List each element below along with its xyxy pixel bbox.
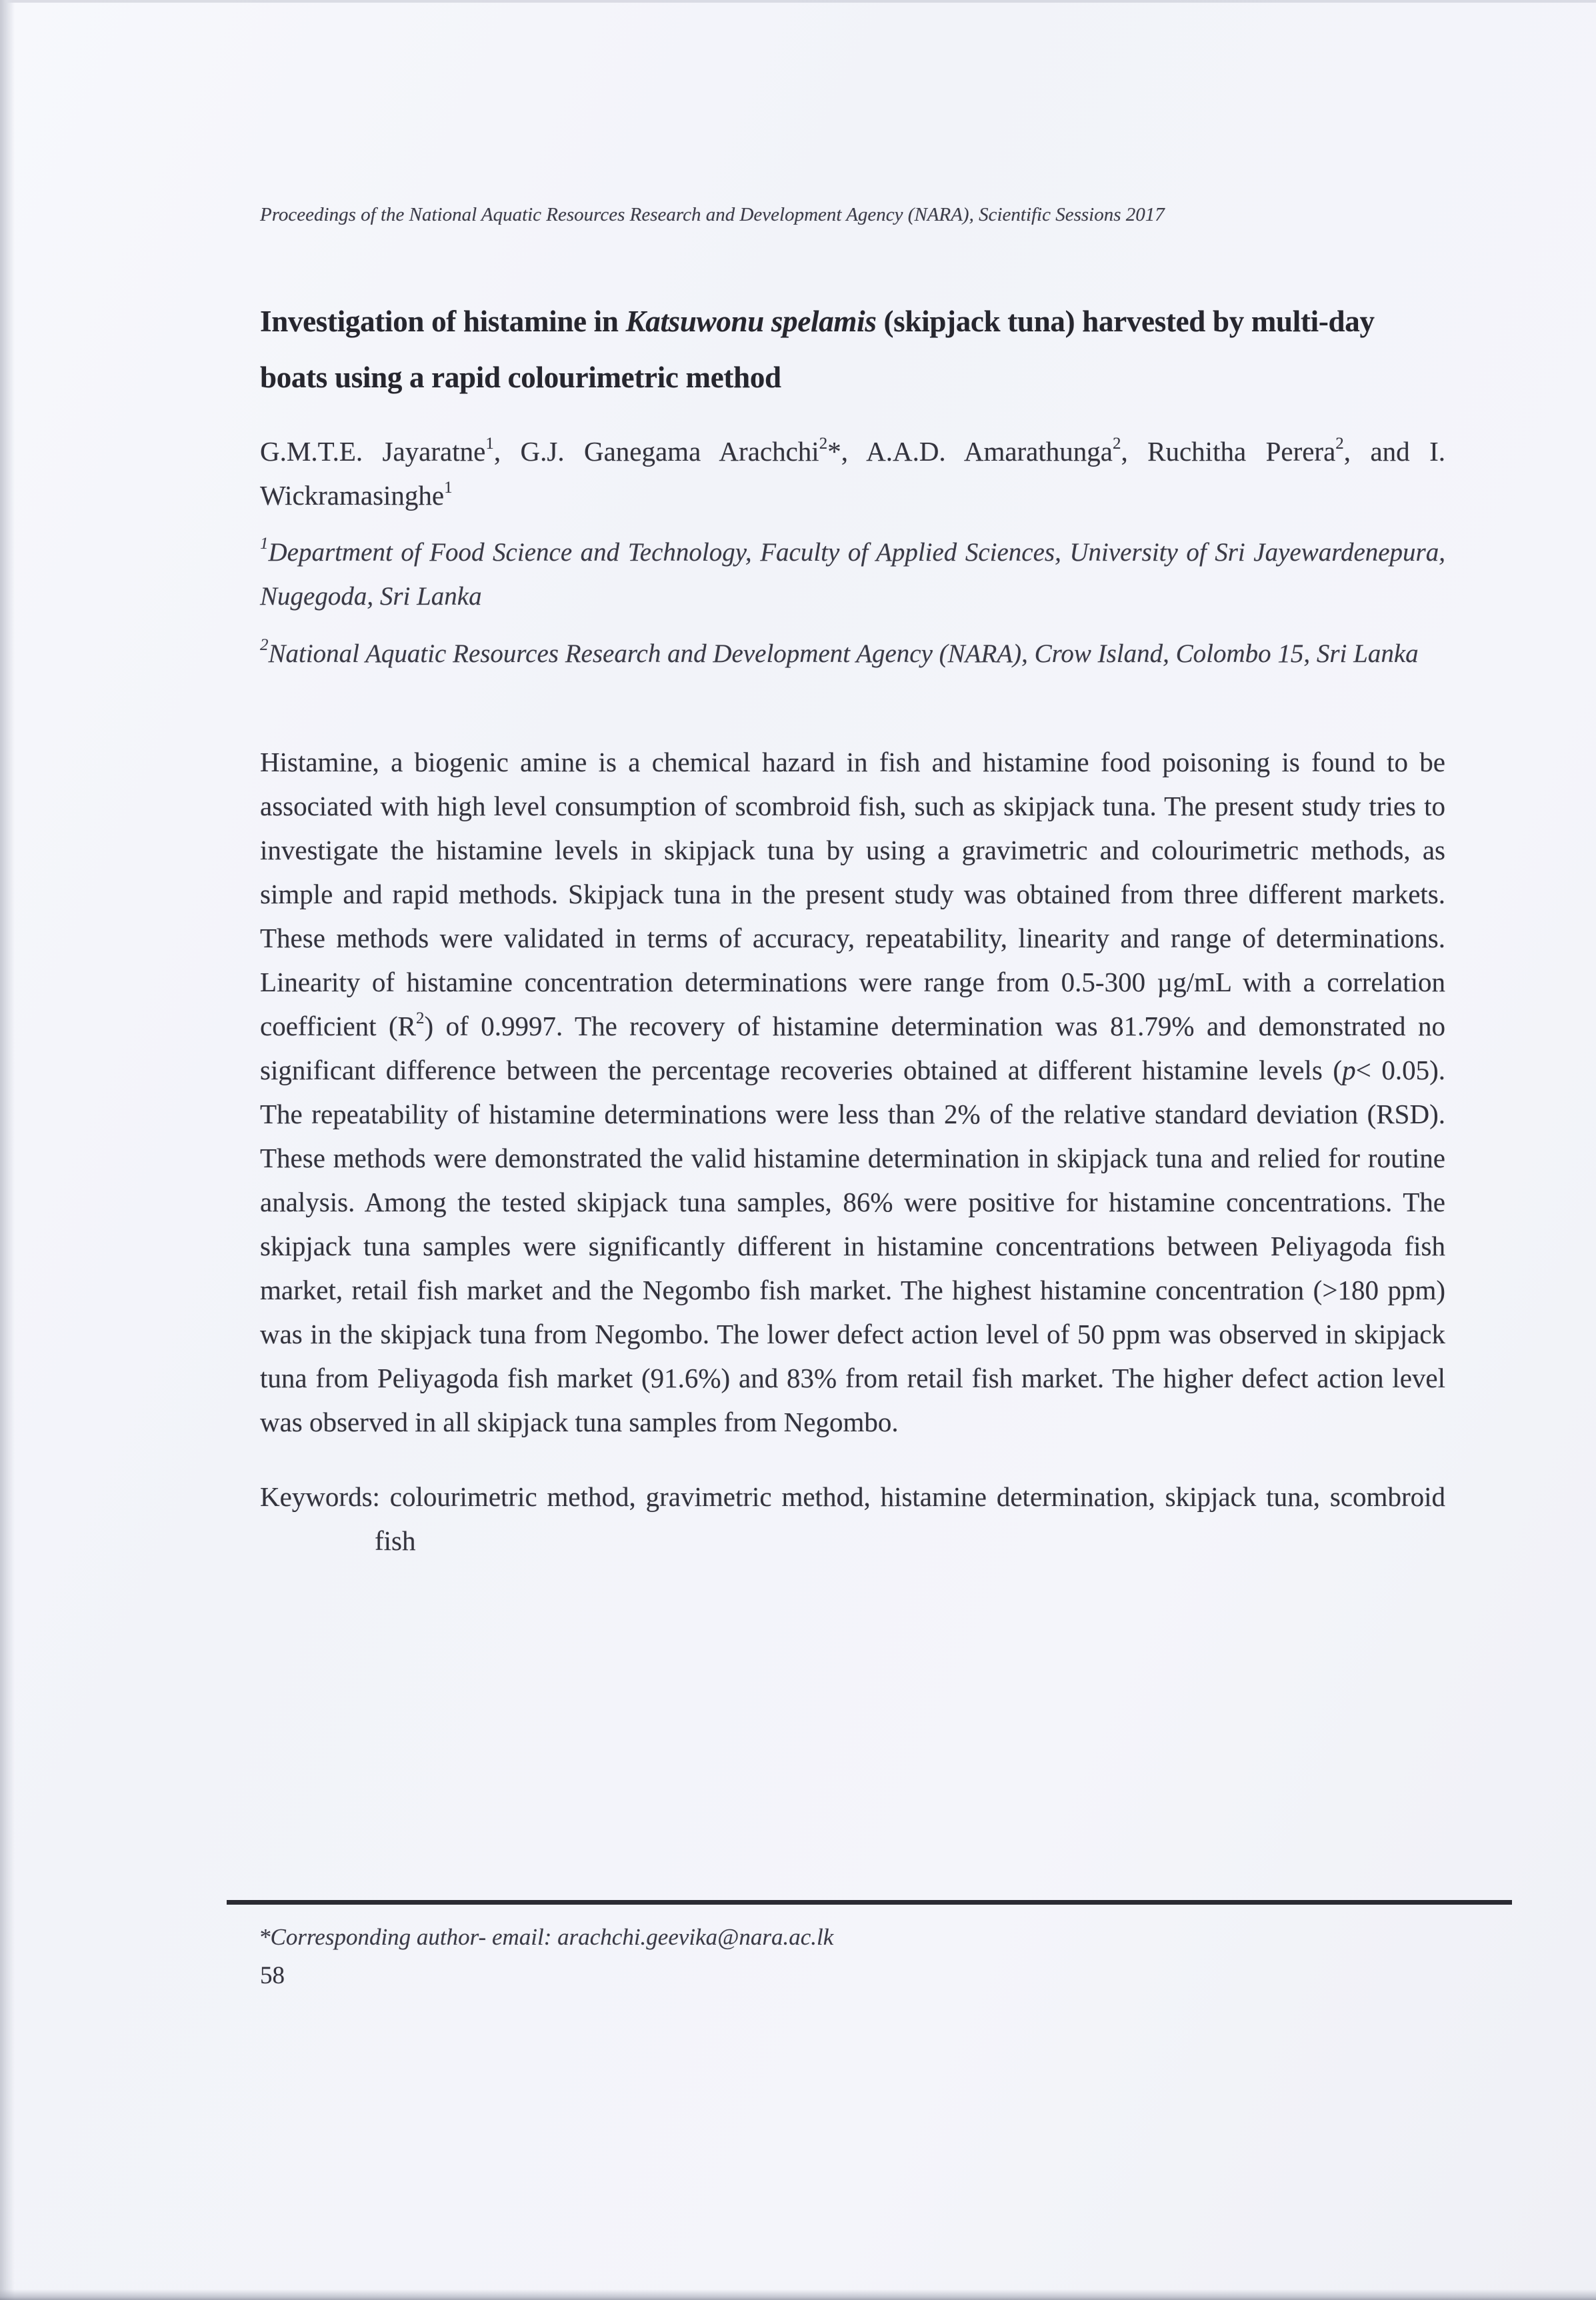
abstract-paragraph xyxy=(260,740,1445,1444)
paper-content xyxy=(260,0,1445,1563)
author-4-affiliation-mark: 2 xyxy=(1335,435,1344,453)
paper-title xyxy=(260,293,1445,405)
proceedings-running-head: Proceedings of the National Aquatic Resources Research and Development Agency (NARA), Scientific Sessions 2017 xyxy=(260,204,1165,225)
species-name: Katsuwonu spelamis xyxy=(625,305,877,338)
author-line xyxy=(260,429,1445,517)
title-text-pre: Investigation of histamine in xyxy=(260,305,626,338)
author-4: , Ruchitha Perera xyxy=(1121,436,1336,467)
title-text-post: (skipjack tuna) harvested by multi-day boats using a rapid colourimetric method xyxy=(260,305,1375,394)
abstract-text-1: Histamine, a biogenic amine is a chemical hazard in fish and histamine food poisoning is found to be associated with high level consumption of scombroid fish, such as skipjack tuna. The present study tries to investigate the histamine levels in skipjack tuna by using a gravimetric and colourimetric methods, as simple and rapid methods. Skipjack tuna in the present study was obtained from three different markets. These methods were validated in terms of accuracy, repeatability, linearity and range of determinations. Linearity of histamine concentration determinations were range from 0.5-300 µg/mL with a correlation coefficient (R xyxy=(260,747,1445,1041)
author-3-affiliation-mark: 2 xyxy=(1112,435,1121,453)
author-2-affiliation-mark: 2 xyxy=(819,435,828,453)
abstract-text-3: < 0.05). The repeatability of histamine determinations were less than 2% of the relative standard deviation (RSD). These methods were demonstrated the valid histamine determination in skipjack tuna and relied for routine analysis. Among the tested skipjack tuna samples, 86% were positive for histamine concentrations. The skipjack tuna samples were significantly different in histamine concentrations between Peliyagoda fish market, retail fish market and the Negombo fish market. The highest histamine concentration (>180 ppm) was in the skipjack tuna from Negombo. The lower defect action level of 50 ppm was observed in skipjack tuna from Peliyagoda fish market (91.6%) and 83% from retail fish market. The higher defect action level was observed in all skipjack tuna samples from Negombo. xyxy=(260,1055,1445,1437)
author-5-affiliation-mark: 1 xyxy=(444,479,453,497)
author-1: G.M.T.E. Jayaratne xyxy=(260,436,486,467)
affiliation-2-text: National Aquatic Resources Research and Development Agency (NARA), Crow Island, Colombo 15, Sri Lanka xyxy=(268,639,1419,668)
author-2: , G.J. Ganegama Arachchi xyxy=(493,436,819,467)
author-3: , A.A.D. Amarathunga xyxy=(841,436,1113,467)
keywords-line xyxy=(260,1475,1445,1563)
page-number: 58 xyxy=(260,1962,285,1989)
abstract-text-2: ) of 0.9997. The recovery of histamine determination was 81.79% and demonstrated no significant difference between the percentage recoveries obtained at different histamine levels ( xyxy=(260,1011,1446,1085)
affiliation-2 xyxy=(260,632,1445,676)
author-1-affiliation-mark: 1 xyxy=(485,435,494,453)
affiliation-1-mark: 1 xyxy=(260,535,269,553)
affiliation-2-mark: 2 xyxy=(260,636,269,654)
corresponding-author-star: * xyxy=(827,436,841,467)
affiliation-1 xyxy=(260,531,1445,619)
keywords-text: colourimetric method, gravimetric method, histamine determination, skipjack tuna, scombroid fish xyxy=(375,1481,1445,1556)
footer-divider-rule xyxy=(227,1900,1512,1905)
corresponding-author-note: *Corresponding author- email: arachchi.geevika@nara.ac.lk xyxy=(259,1924,834,1950)
affiliation-1-text: Department of Food Science and Technology, Faculty of Applied Sciences, University of Sri Jayewardenepura, Nugegoda, Sri Lanka xyxy=(260,538,1445,611)
r-squared-superscript: 2 xyxy=(416,1009,425,1027)
scan-edge-left xyxy=(0,0,15,2300)
p-value-variable: p xyxy=(1342,1055,1356,1085)
scan-edge-bottom xyxy=(0,2289,1596,2300)
author-5: , and I. Wickramasinghe xyxy=(260,436,1445,511)
keywords-label: Keywords: xyxy=(260,1481,380,1512)
